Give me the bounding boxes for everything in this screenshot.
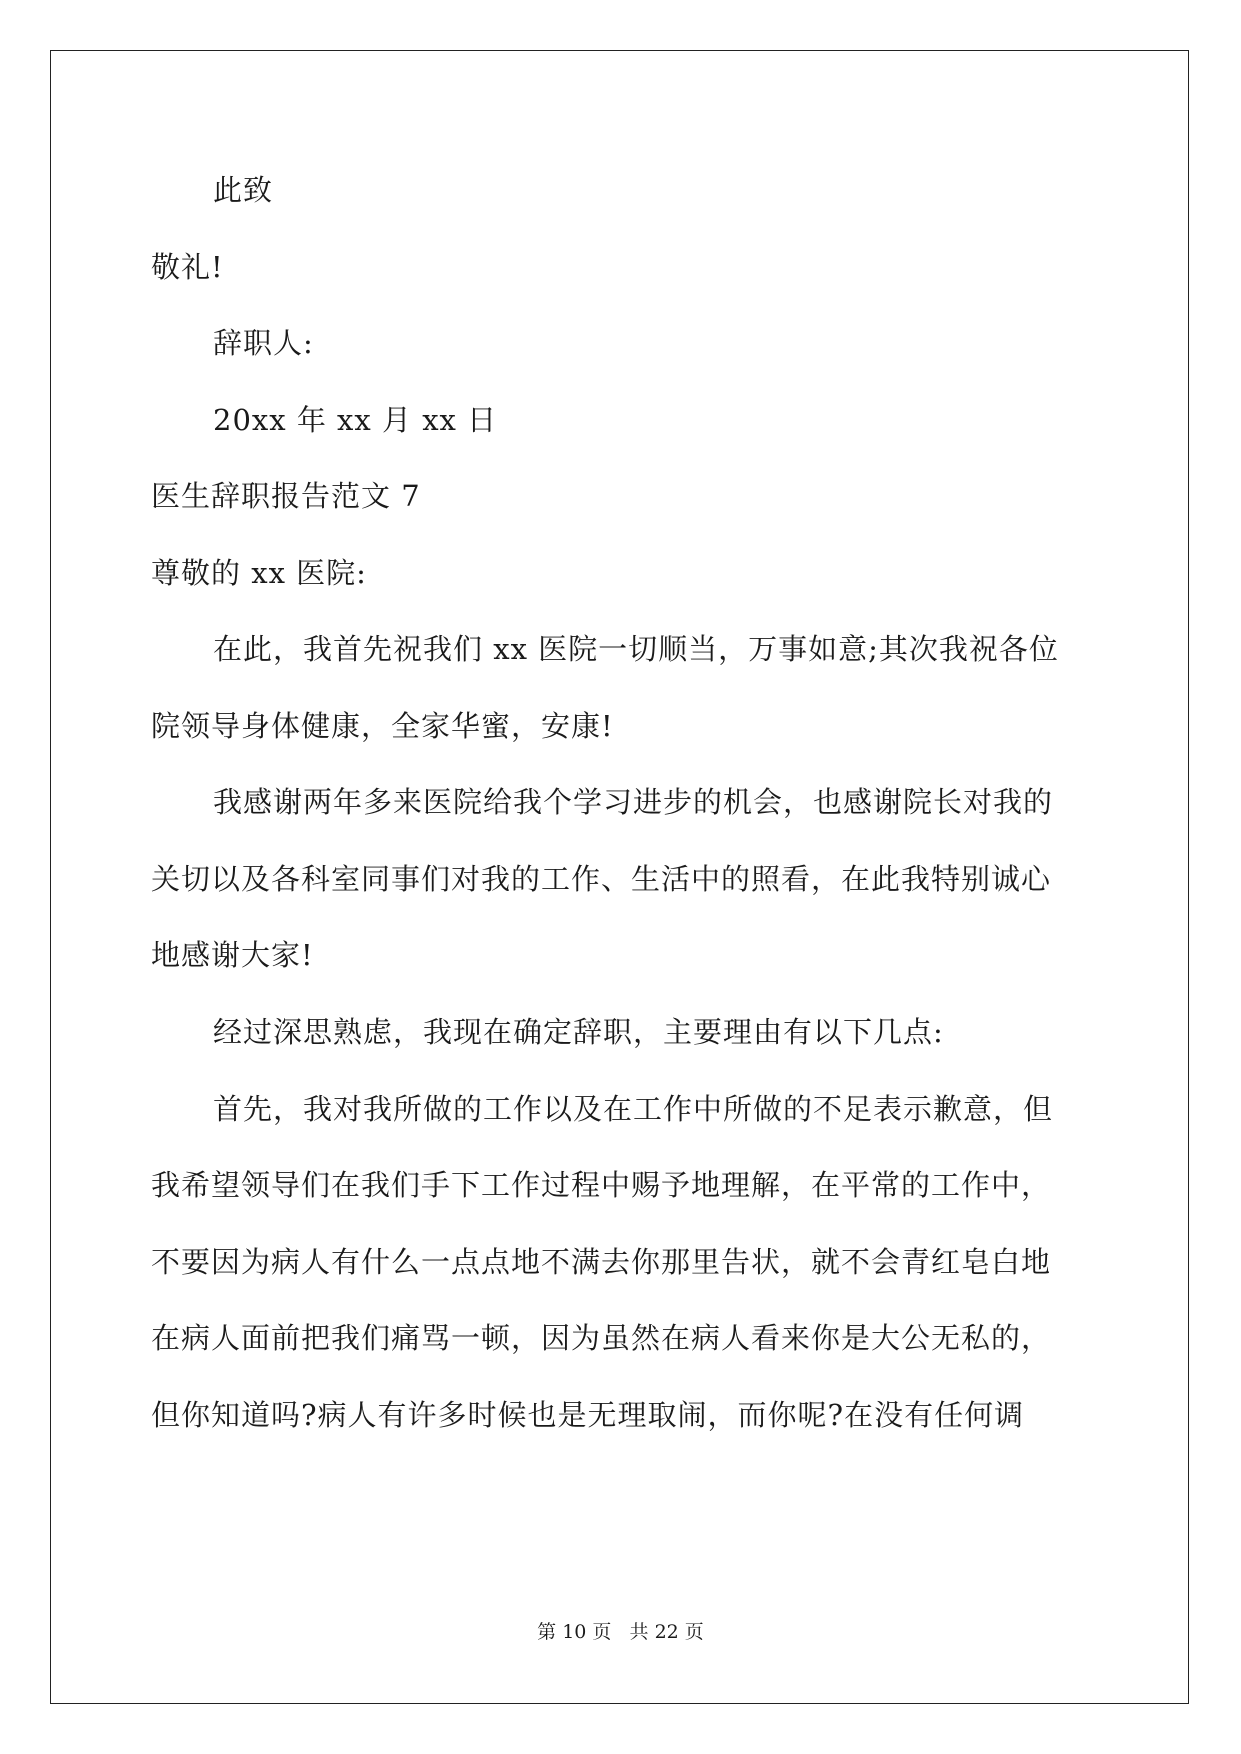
- paragraph-line: 不要因为病人有什么一点点地不满去你那里告状，就不会青红皂白地: [151, 1245, 1052, 1279]
- paragraph-line: 经过深思熟虑，我现在确定辞职，主要理由有以下几点:: [213, 1015, 944, 1049]
- paragraph-line: 我感谢两年多来医院给我个学习进步的机会，也感谢院长对我的: [213, 785, 1054, 819]
- paragraph-line: 关切以及各科室同事们对我的工作、生活中的照看，在此我特别诚心: [151, 862, 1052, 896]
- section-title: 医生辞职报告范文 7: [151, 479, 421, 513]
- paragraph-line: 在病人面前把我们痛骂一顿，因为虽然在病人看来你是大公无私的，: [151, 1321, 1052, 1355]
- date-line: 20xx 年 xx 月 xx 日: [213, 403, 498, 437]
- closing-salutation: 此致: [213, 173, 274, 207]
- closing-regards: 敬礼!: [151, 250, 224, 284]
- paragraph-line: 但你知道吗?病人有许多时候也是无理取闹，而你呢?在没有任何调: [151, 1398, 1025, 1432]
- paragraph-line: 院领导身体健康，全家华蜜，安康!: [151, 709, 614, 743]
- signature-label: 辞职人:: [213, 326, 314, 360]
- paragraph-line: 地感谢大家!: [151, 938, 314, 972]
- page-number-footer: 第 10 页 共 22 页: [537, 1621, 704, 1643]
- addressee: 尊敬的 xx 医院:: [151, 556, 367, 590]
- paragraph-line: 首先，我对我所做的工作以及在工作中所做的不足表示歉意，但: [213, 1092, 1054, 1126]
- paragraph-line: 在此，我首先祝我们 xx 医院一切顺当，万事如意;其次我祝各位: [213, 632, 1059, 666]
- paragraph-line: 我希望领导们在我们手下工作过程中赐予地理解，在平常的工作中，: [151, 1168, 1052, 1202]
